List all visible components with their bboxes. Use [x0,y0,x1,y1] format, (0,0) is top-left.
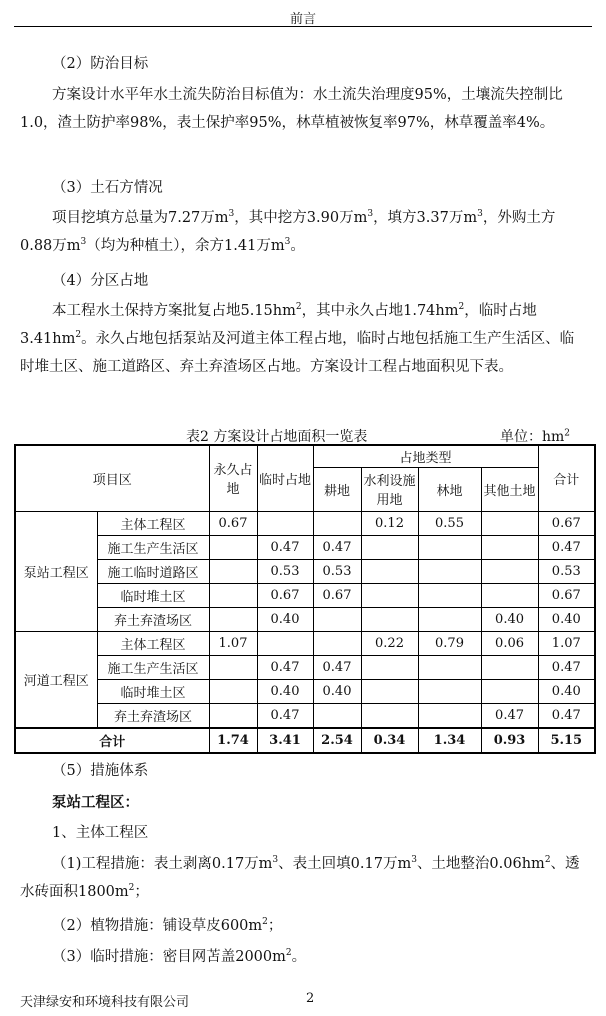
pump-heading: 泵站工程区： [52,794,139,811]
cell-other [481,655,538,679]
cell-farm [313,631,361,655]
cell-water [361,559,418,583]
header-temp: 临时占地 [257,445,313,511]
cell-forest [418,679,481,703]
cell-farm: 0.53 [313,559,361,583]
area-text: 本工程水土保持方案批复占地$5.15hm^2$，其中永久占地$1.74hm^2$，临时占地$3.41hm^2$。永久占地包括泵站及河道主体工程占地，临时占地包括施工生产生活区、临时堆土区、施工道路区、弃土弃渣场区占地。方案设计工程占地面积见下表。 [20,302,575,375]
cell-water [361,703,418,728]
cell-perm: 1.07 [209,631,257,655]
cell-water [361,607,418,631]
cell-temp: 0.40 [257,607,313,631]
cell-farm [313,703,361,728]
cell-forest: 0.55 [418,511,481,535]
total-temp: 3.41 [257,728,313,753]
table-row [15,511,595,535]
plant-measures: （2）植物措施：铺设草皮$600m^2$； [52,917,283,934]
table-unit: 单位：$hm^2$ [500,428,571,445]
table-row [15,583,595,607]
row-name: 主体工程区 [97,511,209,535]
cell-perm [209,583,257,607]
cell-farm: 0.40 [313,679,361,703]
cell-temp [257,631,313,655]
row-name: 施工生产生活区 [97,655,209,679]
table-row [15,607,595,631]
row-name: 弃土弃渣场区 [97,607,209,631]
temp-measures: （3）临时措施：密目网苫盖$2000m^2$。 [52,948,307,965]
total-other: 0.93 [481,728,538,753]
cell-water: 0.22 [361,631,418,655]
table-caption: 表2 方案设计占地面积一览表 [186,429,368,445]
header-total: 合计 [538,445,595,511]
cell-total: 0.47 [538,535,595,559]
cell-total: 0.47 [538,655,595,679]
header-perm: 永久占地 [209,445,257,511]
row-name: 施工生产生活区 [97,535,209,559]
cell-other [481,511,538,535]
earth-heading: （3）土石方情况 [52,180,163,196]
table-row [15,655,595,679]
footer-page-number: 2 [306,991,315,1006]
cell-temp: 0.40 [257,679,313,703]
cell-forest [418,583,481,607]
cell-perm [209,655,257,679]
header-farm: 耕地 [313,467,361,511]
cell-other [481,679,538,703]
cell-forest [418,703,481,728]
cell-water [361,535,418,559]
cell-perm [209,607,257,631]
cell-perm [209,703,257,728]
group-label: 泵站工程区 [15,511,97,631]
header-item: 项目区 [15,445,209,511]
table-row [15,703,595,728]
cell-other: 0.47 [481,703,538,728]
cell-temp [257,511,313,535]
cell-other [481,535,538,559]
cell-perm [209,535,257,559]
cell-other [481,583,538,607]
total-label: 合计 [15,728,209,753]
total-perm: 1.74 [209,728,257,753]
cell-perm [209,559,257,583]
cell-water: 0.12 [361,511,418,535]
cell-farm [313,511,361,535]
cell-other [481,559,538,583]
table-row [15,535,595,559]
cell-total: 0.67 [538,583,595,607]
cell-forest [418,559,481,583]
cell-farm: 0.47 [313,655,361,679]
cell-perm: 0.67 [209,511,257,535]
goal-text: 方案设计水平年水土流失防治目标值为：水土流失治理度95%，土壤流失控制比1.0，渣土防护率98%，表土保护率95%，林草植被恢复率97%，林草覆盖率4%。 [20,87,563,131]
cell-temp: 0.47 [257,703,313,728]
measure-heading: （5）措施体系 [52,763,149,779]
land-use-table [14,444,596,754]
cell-temp: 0.47 [257,655,313,679]
cell-total: 0.47 [538,703,595,728]
header-divider [14,26,592,27]
cell-temp: 0.47 [257,535,313,559]
header-forest: 林地 [418,467,481,511]
row-name: 临时堆土区 [97,583,209,607]
area-heading: （4）分区占地 [52,273,149,289]
page-header: 前言 [289,12,316,27]
cell-farm: 0.67 [313,583,361,607]
header-water: 水利设施用地 [361,467,418,511]
row-name: 弃土弃渣场区 [97,703,209,728]
footer-company: 天津绿安和环境科技有限公司 [20,995,190,1010]
total-farm: 2.54 [313,728,361,753]
total-water: 0.34 [361,728,418,753]
cell-forest [418,607,481,631]
cell-total: 1.07 [538,631,595,655]
goal-heading: （2）防治目标 [52,56,149,72]
header-other: 其他土地 [481,467,538,511]
total-forest: 1.34 [418,728,481,753]
cell-temp: 0.67 [257,583,313,607]
cell-forest: 0.79 [418,631,481,655]
total-total: 5.15 [538,728,595,753]
cell-total: 0.67 [538,511,595,535]
cell-temp: 0.53 [257,559,313,583]
header-type: 占地类型 [313,445,538,467]
cell-total: 0.40 [538,679,595,703]
table-total-row [15,728,595,753]
cell-water [361,583,418,607]
engineering-measures: （1)工程措施：表土剥离0.17万$m^3$、表土回填0.17万$m^3$、土地整治$0.06hm^2$、透水砖面积$1800m^2$； [20,855,580,900]
row-name: 施工临时道路区 [97,559,209,583]
cell-total: 0.40 [538,607,595,631]
cell-other: 0.40 [481,607,538,631]
cell-farm: 0.47 [313,535,361,559]
cell-forest [418,535,481,559]
main-item: 1、主体工程区 [52,825,149,841]
group-label: 河道工程区 [15,631,97,728]
cell-perm [209,679,257,703]
cell-water [361,679,418,703]
cell-other: 0.06 [481,631,538,655]
cell-water [361,655,418,679]
earth-text: 项目挖填方总量为7.27万$m^3$，其中挖方3.90万$m^3$，填方3.37万$m^3$，外购土方0.88万$m^3$（均为种植土），余方1.41万$m^3$。 [20,209,556,254]
table-row [15,559,595,583]
table-row [15,631,595,655]
row-name: 主体工程区 [97,631,209,655]
table-row [15,679,595,703]
cell-farm [313,607,361,631]
row-name: 临时堆土区 [97,679,209,703]
cell-forest [418,655,481,679]
cell-total: 0.53 [538,559,595,583]
